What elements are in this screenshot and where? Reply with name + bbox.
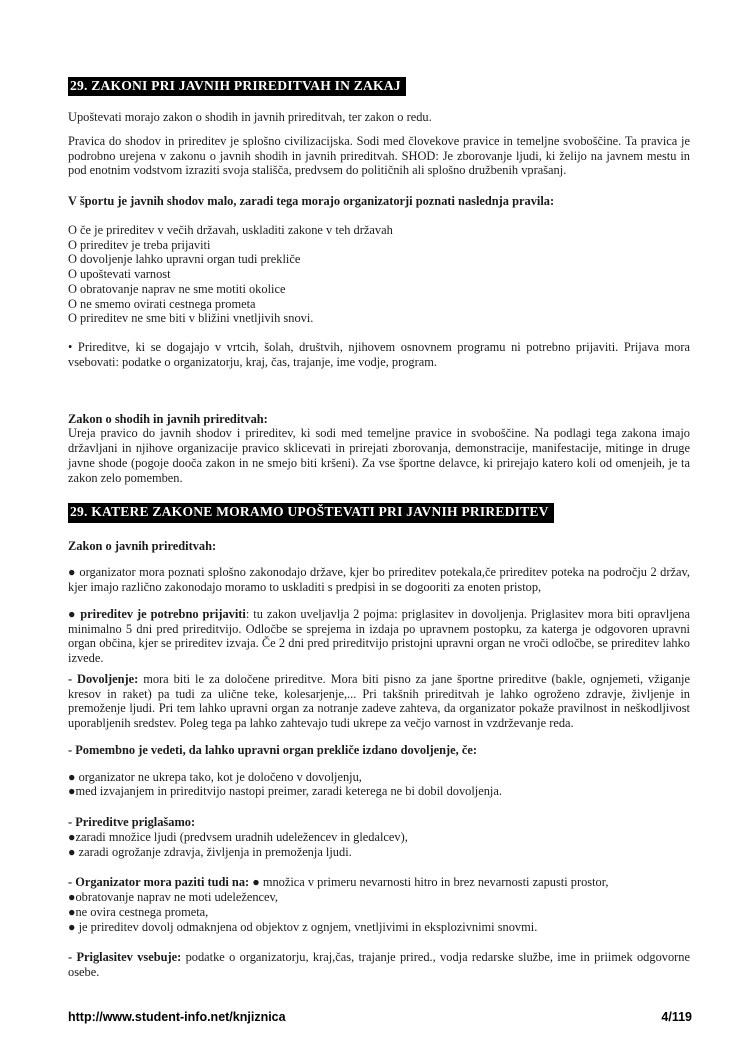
sport-rules-list [68,223,690,326]
document-content [68,77,690,980]
care-first: ● množica v primeru nevarnosti hitro in brez nevarnosti zapusti prostor, [249,875,609,890]
section1-title-bar [68,77,690,96]
application-lead: - Priglasitev vsebuje: [68,950,182,965]
permit-text: mora biti le za določene prireditve. Mora biti pisno za jane športne prireditve (bakle, ognjemeti, vžiganje kresov in raket) pa tudi za ulične teke, kolesarjenje,... Pri takšnih prireditvah je lahko ogroženo zdravje, življenje in premoženje ljudi. Pri tem lahko upravni organ za notranje zadeve zahteva, da organizator pokaže pravilnost in neškodljivost uporabljenih sredstev. Poleg tega pa lahko zahtevajo tudi ukrepe za večjo varnost in vzdrževanje reda. [68,671,690,731]
list-item: ●zaradi množice ljudi (predvsem uradnih udeležencev in gledalcev), [68,829,408,844]
organizer-bullet: ● organizator mora poznati splošno zakonodajo države, kjer bo prireditev potekala,če prireditev poteka na področju 2 držav, kjer imajo različno zakonodajo moramo to uskladiti s predpisi in se dogooriti za enoten pristop, [68,565,690,595]
sport-rules-heading: V športu je javnih shodov malo, zaradi tega morajo organizatorji poznati naslednja pravila: [68,194,555,209]
law-shodih-block [68,412,690,486]
footer-page-number: 4/119 [661,1010,692,1024]
list-item: O dovoljenje lahko upravni organ tudi prekliče [68,252,301,267]
care-block [68,875,690,934]
application-text: podatke o organizatorju, kraj,čas, trajanje prired., vodja redarske službe, ime in priimek odgovorne osebe. [68,950,690,980]
list-item: O prireditev ne sme biti v bližini vnetljivih snovi. [68,311,314,326]
permit-lead: - Dovoljenje: [68,671,139,686]
register-paragraph [68,607,690,666]
permit-paragraph [68,672,690,731]
list-item: ●ne ovira cestnega prometa, [68,904,209,919]
register-lead: ● prireditev je potrebno prijaviti [68,606,246,621]
care-lead-line [68,875,690,890]
register-text: : tu zakon uveljavlja 2 pojma: priglasitev in dovoljenja. Priglasitev mora biti opravljena minimalno 5 dni pred prireditvijo. Odločbe se sprejema in izdaja po upravnem postopku, za katerga je odgovoren upravni organ občina, kjer se prireditev izvaja. Če 2 dni pred prireditvijo pristojni upravni organ ne vroči odločbe, se prireditev lahko izvede. [68,606,690,666]
list-item: ● organizator ne ukrepa tako, kot je določeno v dovoljenju, [68,769,362,784]
section1-title: 29. ZAKONI PRI JAVNIH PRIREDITVAH IN ZAKAJ [68,77,406,96]
application-paragraph [68,950,690,980]
law-shodih-heading: Zakon o shodih in javnih prireditvah: [68,411,268,426]
list-item: ●med izvajanjem in prireditvijo nastopi preimer, zaradi keterega ne bi dobil dovoljenja. [68,784,502,799]
list-item: ●obratovanje naprav ne moti udeležencev, [68,890,278,905]
kindergarten-note: • Prireditve, ki se dogajajo v vrtcih, šolah, društvih, njihovem osnovnem programu ni potrebno prijaviti. Prijava mora vsebovati: podatke o organizatorju, kraj, čas, trajanje, ime vodje, program. [68,340,690,369]
section2-title: 29. KATERE ZAKONE MORAMO UPOŠTEVATI PRI JAVNIH PRIREDITEV [68,503,554,522]
revoke-heading: - Pomembno je vedeti, da lahko upravni organ prekliče izdano dovoljenje, če: [68,742,477,757]
list-item: O obratovanje naprav ne sme motiti okolice [68,281,286,296]
revoke-bullets [68,770,690,800]
list-item: O če je prireditev v večih državah, uskladiti zakone v teh državah [68,222,393,237]
care-lead: - Organizator mora paziti tudi na: [68,875,250,890]
law-shodih-text: Ureja pravico do javnih shodov i prireditev, ki sodi med temeljne pravice in svoboščine. Na podlagi tega zakona imajo državljani in njihove organizacije pravico sklicevati in prirejati zborovanja, demonstracije, manifestacije, mitinge in druge javne shode (pogoje dooča zakon in ne smejo biti kršeni). Za vse športne delavce, ki prirejajo katero koli od omenjeih, je ta zakon zelo pomemben. [68,426,690,485]
list-item: O upoštevati varnost [68,267,171,282]
footer-url: http://www.student-info.net/knjiznica [68,1010,286,1024]
list-item: ● zaradi ogrožanje zdravja, življenja in premoženja ljudi. [68,844,352,859]
list-item: O prireditev je treba prijaviti [68,237,211,252]
list-item: O ne smemo ovirati cestnega prometa [68,296,256,311]
page-footer [68,1010,692,1025]
law-javnih-heading: Zakon o javnih prireditvah: [68,538,217,553]
rights-paragraph: Pravica do shodov in prireditev je splošno civilizacijska. Sodi med človekove pravice in temeljne svoboščine. Ta pravica je podrobno urejena v zakonu o javnih shodih in javnih prireditvah. SHOD: Je zborovanje ljudi, ki želijo na javnem mestu in pod enotnim vodstvom izraziti svoja stališča, predvsem do političnih ali splošno družbenih vprašanj. [68,133,690,178]
announce-block [68,815,690,859]
list-item: ● je prireditev dovolj odmaknjena od objektov z ognjem, vnetljivimi in eksplozivnimi snovmi. [68,919,538,934]
announce-heading: - Prireditve priglašamo: [68,815,196,830]
section2-title-bar [68,503,690,522]
intro-paragraph: Upoštevati morajo zakon o shodih in javnih prireditvah, ter zakon o redu. [68,110,432,125]
